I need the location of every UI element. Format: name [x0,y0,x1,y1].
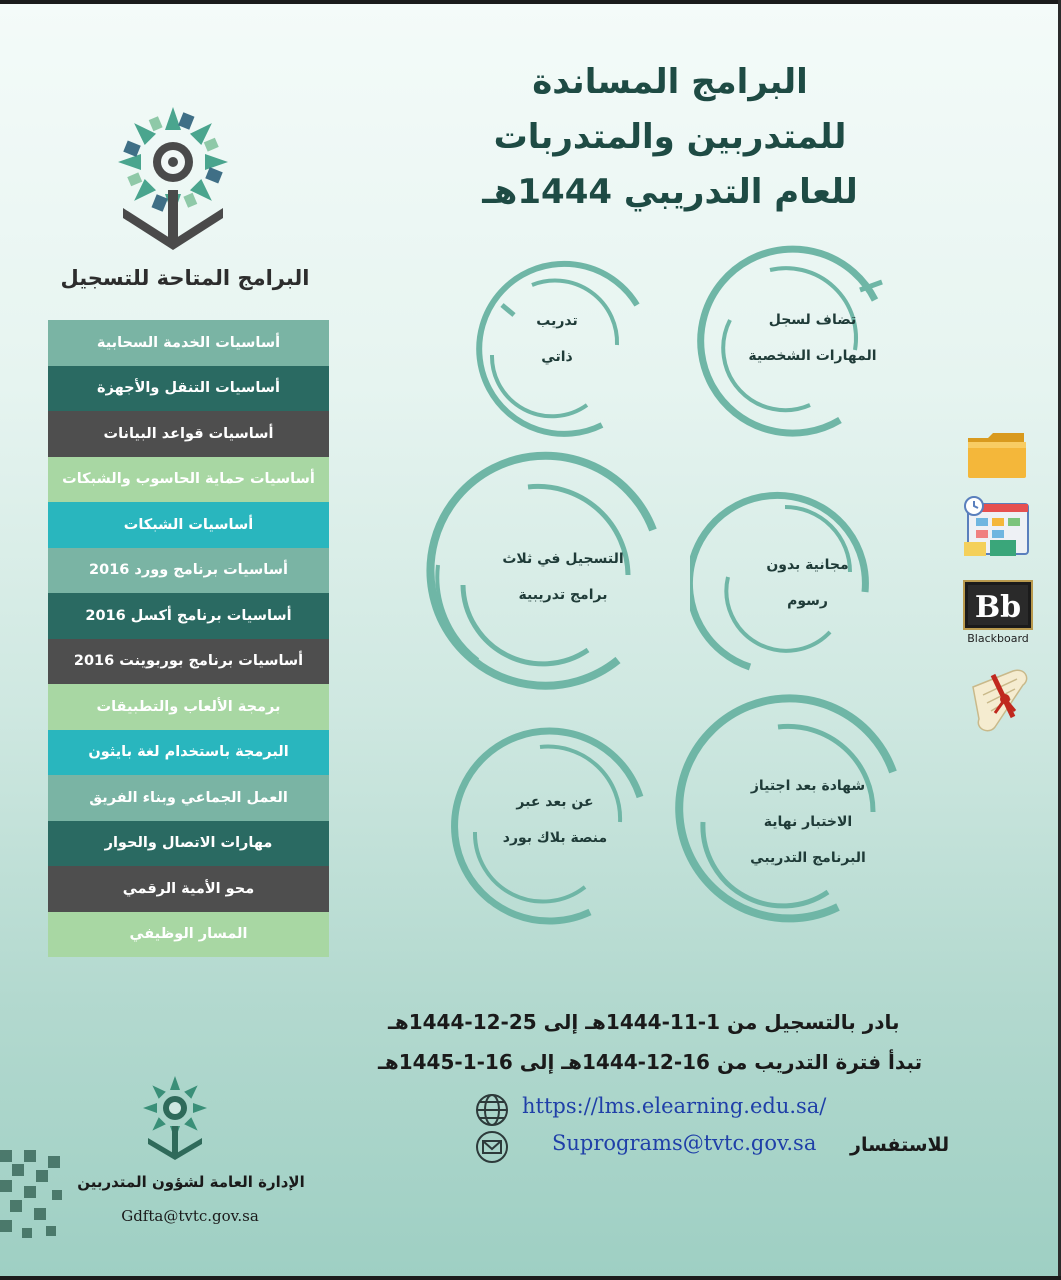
lms-url-link[interactable]: https://lms.elearning.edu.sa/ [522,1094,827,1118]
inquiry-label: للاستفسار [850,1134,950,1156]
program-item: أساسيات الشبكات [48,502,329,548]
feature-circle-remote [440,712,650,927]
svg-text:Bb: Bb [974,590,1022,625]
certificate-scroll-icon [965,665,1037,735]
feature-6-line-2: منصة بلاك بورد [502,830,608,846]
poster-title [430,55,910,220]
available-programs-heading: البرامج المتاحة للتسجيل [60,266,310,290]
feature-3-line-1: مجانية بدون [766,557,849,573]
feature-circle-free [690,472,890,682]
bottom-border [0,1276,1061,1280]
training-period: تبدأ فترة التدريب من 16-12-1444هـ إلى 16-1-1445هـ [378,1050,923,1074]
program-item: العمل الجماعي وبناء الفريق [48,775,329,821]
feature-5-line-2: الاختبار نهاية [763,814,853,830]
program-item: مهارات الاتصال والحوار [48,821,329,867]
registration-period: بادر بالتسجيل من 1-11-1444هـ إلى 25-12-1444هـ [388,1010,900,1034]
program-item: أساسيات التنقل والأجهزة [48,366,329,412]
program-item: محو الأمية الرقمي [48,866,329,912]
department-logo [140,1070,210,1160]
globe-icon [475,1093,509,1127]
program-item: أساسيات برنامج أكسل 2016 [48,593,329,639]
support-email-link[interactable]: Suprograms@tvtc.gov.sa [552,1131,817,1155]
department-name: الإدارة العامة لشؤون المتدربين [77,1173,305,1191]
program-item: أساسيات برنامج بوربوينت 2016 [48,639,329,685]
feature-4-line-1: التسجيل في ثلاث [502,551,624,567]
feature-circle-three-programs [418,445,663,705]
feature-circle-self-training [462,245,642,445]
feature-6-line-1: عن بعد عبر [516,794,594,810]
feature-circle-skills-record [690,230,890,445]
department-email: Gdfta@tvtc.gov.sa [121,1207,259,1225]
title-line-3: للعام التدريبي 1444هـ [482,172,858,212]
folder-icon [966,430,1028,480]
top-border [0,0,1061,4]
feature-1-line-2: المهارات الشخصية [748,348,877,364]
program-item: أساسيات قواعد البيانات [48,411,329,457]
feature-1-line-1: تضاف لسجل [768,312,857,328]
blackboard-label: Blackboard [967,632,1029,645]
program-item: البرمجة باستخدام لغة بايثون [48,730,329,776]
feature-4-line-2: برامج تدريبية [518,587,608,603]
program-list [48,320,329,957]
feature-3-line-2: رسوم [787,593,828,609]
program-item: أساسيات برنامج وورد 2016 [48,548,329,594]
program-item: أساسيات حماية الحاسوب والشبكات [48,457,329,503]
feature-5-line-3: البرنامج التدريبي [750,850,866,866]
feature-2-line-1: تدريب [536,313,578,329]
program-item: المسار الوظيفي [48,912,329,958]
program-item: برمجة الألعاب والتطبيقات [48,684,329,730]
title-line-1: البرامج المساندة [532,62,808,102]
feature-5-line-1: شهادة بعد اجتياز [750,778,866,794]
feature-circle-certificate [668,692,903,927]
tvtc-logo [108,100,238,250]
planner-icon [960,496,1032,562]
mail-icon [475,1130,509,1164]
blackboard-logo [963,580,1033,630]
feature-2-line-2: ذاتي [541,349,573,365]
program-item: أساسيات الخدمة السحابية [48,320,329,366]
title-line-2: للمتدربين والمتدربات [493,117,847,157]
pixel-pattern-decoration [0,1150,70,1250]
